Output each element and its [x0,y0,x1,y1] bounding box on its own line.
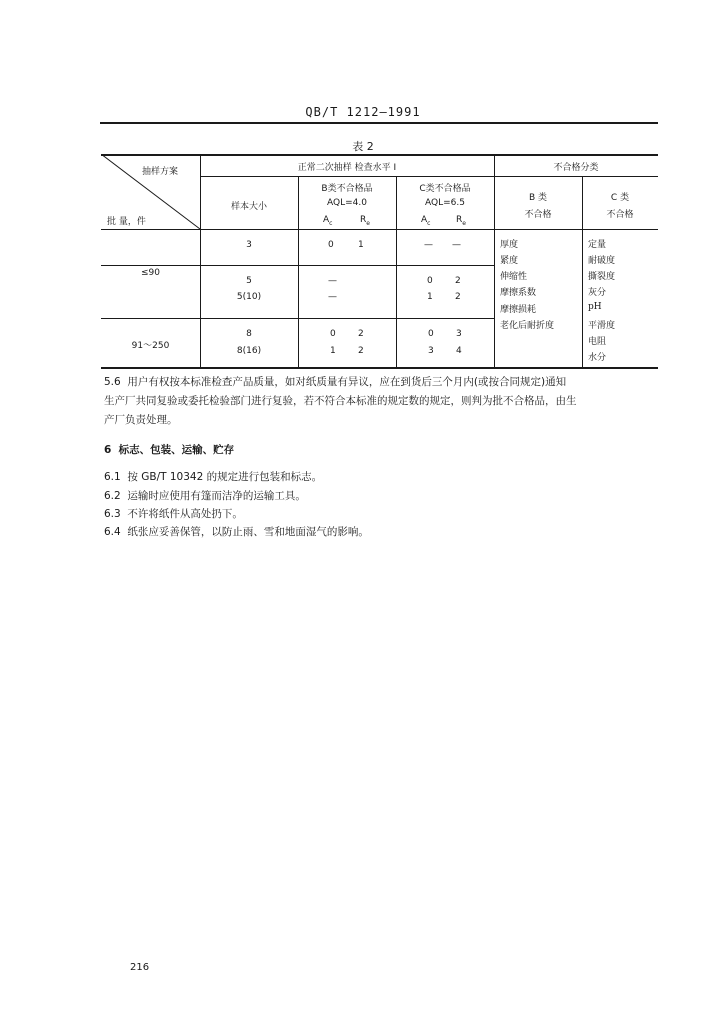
table-cell: 2 [455,292,461,302]
table-cell: 5(10) [236,292,262,302]
b-class-header-2: 不合格 [524,210,552,220]
table-cell: — [424,240,433,250]
c-item: 灰分 [588,288,607,298]
item-text: 纸张应妥善保管，以防止雨、雪和地面湿气的影响。 [127,526,369,538]
col-divider-4 [494,154,495,367]
c-re-sub: e [462,219,466,227]
clause-5-6 [104,373,664,430]
table-cell: 8 [246,329,252,339]
c-ac-header [421,215,430,227]
item-text: 不许将纸件从高处扔下。 [127,508,243,520]
b-re-header [360,215,370,227]
item-text: 运输时应使用有篷而洁净的运输工具。 [127,490,306,502]
table-cell: 3 [246,240,252,250]
item-number: 6.4 [104,526,121,538]
table-cell: 0 [427,276,433,286]
table-cell: 2 [358,329,364,339]
item-number: 6.3 [104,508,121,520]
c-item: 撕裂度 [588,272,616,282]
nonconform-class-header: 不合格分类 [553,163,599,173]
section-number: 6 [104,444,112,456]
list-item [104,469,322,484]
b-ac-header [323,215,332,227]
table-cell: 3 [456,329,462,339]
table-cell: 8(16) [236,346,262,356]
b-item: 伸缩性 [500,272,528,282]
table-2 [0,0,726,380]
c-re-letter: R [456,215,463,225]
table-caption: 表 2 [352,140,374,153]
lot-size-2: 91～250 [131,341,170,351]
diag-bottom-label: 批 量，件 [107,217,146,227]
sample-size-header: 样本大小 [230,202,267,212]
table-cell: 4 [456,346,462,356]
b-ac-sub: c [329,219,333,227]
page-number: 216 [130,962,150,973]
list-item [104,506,243,521]
b-item: 摩擦系数 [500,288,537,298]
table-cell: 1 [330,346,336,356]
clause-5-6-line-2: 生产厂共同复验或委托检验部门进行复验，若不符合本标准的规定数的规定，则判为批不合格品，由生 [104,395,577,407]
b-item: 紧度 [500,256,519,266]
list-item [104,488,306,503]
clause-number: 5.6 [104,376,121,388]
section-title: 标志、包装、运输、贮存 [118,444,235,456]
c-ac-letter: A [421,215,428,225]
b-item: 厚度 [500,240,519,250]
clause-5-6-line-1 [104,373,664,392]
c-item: 平滑度 [588,321,616,331]
b-item: 老化后耐折度 [500,321,555,331]
table-cell: 3 [428,346,434,356]
clause-5-6-line-3: 产厂负责处理。 [104,414,178,426]
c-item: 定量 [588,240,607,250]
section-heading [104,442,234,457]
b-re-letter: R [360,215,367,225]
table-cell: 0 [328,240,334,250]
standard-number: QB/T 1212—1991 [305,105,421,119]
item-text: 按 GB/T 10342 的规定进行包装和标志。 [127,471,323,483]
table-cell: 1 [427,292,433,302]
diag-top-label: 抽样方案 [142,167,179,177]
lot-size-1: ≤90 [141,268,160,278]
col-divider-5 [582,176,583,367]
table-cell: 0 [428,329,434,339]
table-cell: 1 [358,240,364,250]
table-cell: — [328,276,337,286]
b-re-sub: e [366,219,370,227]
c-class-header-1: C 类 [610,193,630,203]
c-class-header-2: 不合格 [606,210,634,220]
b-class-header-1: B 类 [528,193,548,203]
item-number: 6.1 [104,471,121,483]
c-group-header-2: AQL=6.5 [425,198,465,208]
c-item: 耐破度 [588,256,616,266]
b-ac-letter: A [323,215,330,225]
b-group-header-2: AQL=4.0 [327,198,367,208]
table-cell: — [452,240,461,250]
table-cell: — [328,292,337,302]
c-item: 电阻 [588,337,607,347]
table-cell: 0 [330,329,336,339]
clause-text: 用户有权按本标准检查产品质量，如对纸质量有异议，应在到货后三个月内(或按合同规定)通知 [127,376,567,388]
c-item: 水分 [588,353,607,363]
list-item [104,524,369,539]
c-item: pH [588,302,602,312]
table-cell: 2 [358,346,364,356]
c-re-header [456,215,466,227]
item-number: 6.2 [104,490,121,502]
table-cell: 5 [246,276,252,286]
b-item: 摩擦损耗 [500,305,537,315]
c-ac-sub: c [427,219,431,227]
table-cell: 2 [455,276,461,286]
c-group-header-1: C类不合格品 [419,184,471,194]
b-group-header-1: B类不合格品 [321,184,373,194]
table-bottom-border [101,367,658,369]
normal-sampling-header: 正常二次抽样 检查水平 I [297,163,397,173]
header-divider-1 [200,176,658,177]
